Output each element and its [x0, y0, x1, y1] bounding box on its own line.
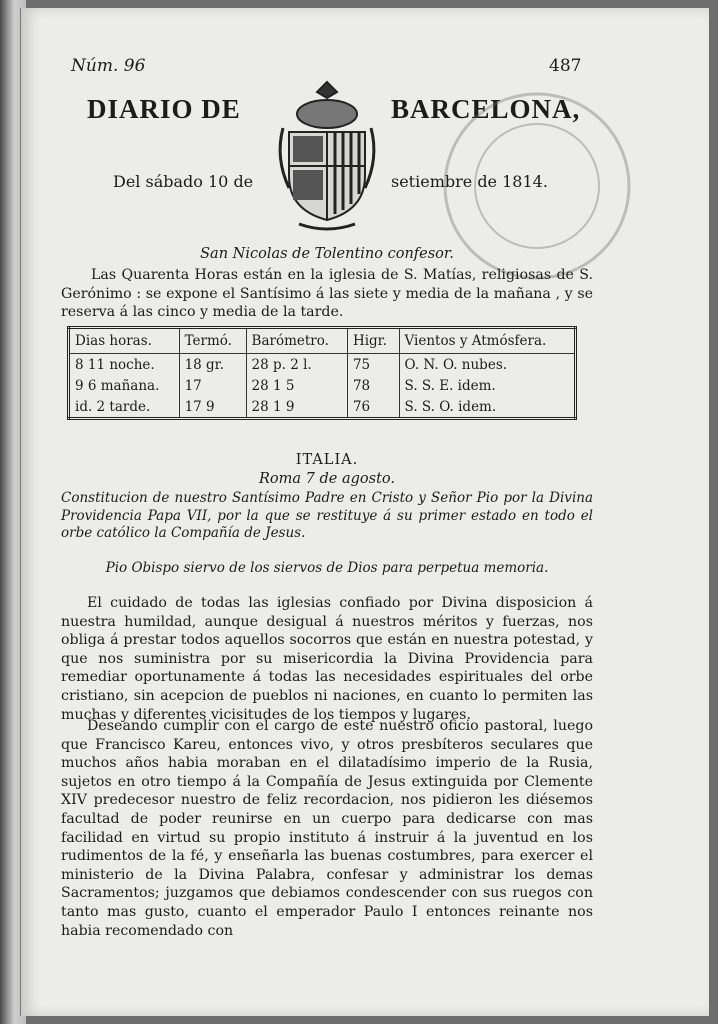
weather-header-cell: Barómetro.	[246, 328, 347, 354]
weather-cell: 28 1 5	[246, 375, 347, 396]
saint-of-day: San Nicolas de Tolentino confesor.	[200, 246, 454, 262]
article-paragraph: El cuidado de todas las iglesias confiado por Divina disposicion á nuestra humildad, aunque desigual á nuestros méritos y fuerzas, nos obliga á prestar todos aquellos socorros que están en nuestra potestad, y que nos suministra por su misericordia la Divina Providencia para remediar oportunamente á todas las necesidades espirituales del orbe cristiano, sin acepcion de pueblos ni naciones, en cuanto lo permiten las muchas y diferentes vicisitudes de los tiempos y lugares.	[61, 595, 593, 723]
section-heading: ITALIA.	[295, 452, 359, 468]
coat-of-arms-icon	[271, 74, 383, 234]
weather-cell: 75	[347, 354, 399, 376]
weather-header-cell: Dias horas.	[69, 328, 180, 354]
weather-cell: 28 p. 2 l.	[246, 354, 347, 376]
masthead-title-left: DIARIO DE	[87, 94, 241, 124]
constitution-heading: Constitucion de nuestro Santísimo Padre en Cristo y Señor Pio por la Divina Providencia Papa VII, por la que se restituye á su primer estado en todo el orbe católico la Compañía de Jesus.	[61, 490, 593, 542]
weather-cell: 28 1 9	[246, 396, 347, 419]
weather-cell: 78	[347, 375, 399, 396]
weather-row	[69, 396, 576, 419]
weather-cell: 17	[179, 375, 246, 396]
weather-header-cell: Termó.	[179, 328, 246, 354]
weather-row	[69, 354, 576, 376]
weather-cell: S. S. E. idem.	[399, 375, 575, 396]
weather-cell: O. N. O. nubes.	[399, 354, 575, 376]
weather-row	[69, 375, 576, 396]
issue-date-right: setiembre de 1814.	[391, 172, 548, 191]
newspaper-page	[20, 8, 709, 1016]
issue-date-left: Del sábado 10 de	[113, 172, 254, 191]
weather-cell: S. S. O. idem.	[399, 396, 575, 419]
weather-cell: 18 gr.	[179, 354, 246, 376]
weather-cell: 8 11 noche.	[69, 354, 180, 376]
weather-table	[67, 326, 577, 420]
weather-cell: id. 2 tarde.	[69, 396, 180, 419]
weather-cell: 9 6 mañana.	[69, 375, 180, 396]
article-paragraph: Deseando cumplir con el cargo de este nuestro oficio pastoral, luego que Francisco Kareu, entonces vivo, y otros presbíteros seculares que muchos años habia moraban en el dilatadísimo imperio de la Rusia, sujetos en otro tiempo á la Compañía de Jesus extinguida por Clemente XIV predecesor nuestro de feliz recordacion, nos pidieron les diésemos facultad de poder reunirse en un cuerpo para dedicarse con mas facilidad en virtud su propio instituto á instruir á la juventud en los rudimentos de la fé, y enseñarla las buenas costumbres, para exercer el ministerio de la Divina Palabra, confesar y administrar los demas Sacramentos; juzgamos que debiamos condescender con sus ruegos con tanto mas gusto, cuanto el emperador Paulo I entonces reinante nos habia recomendado con	[61, 718, 593, 939]
dateline: Roma 7 de agosto.	[259, 471, 395, 487]
page-number: 487	[549, 56, 582, 76]
masthead-title-right: BARCELONA,	[391, 94, 581, 124]
weather-header-row	[69, 328, 576, 354]
issue-number: Núm. 96	[71, 56, 146, 76]
weather-header-cell: Vientos y Atmósfera.	[399, 328, 575, 354]
weather-cell: 17 9	[179, 396, 246, 419]
weather-cell: 76	[347, 396, 399, 419]
church-notice: Las Quarenta Horas están en la iglesia de S. Matías, religiosas de S. Gerónimo : se expone el Santísimo á las siete y media de la mañana , y se reserva á las cinco y media de la tarde.	[61, 267, 593, 321]
pio-heading: Pio Obispo siervo de los siervos de Dios para perpetua memoria.	[105, 560, 549, 576]
weather-header-cell: Higr.	[347, 328, 399, 354]
